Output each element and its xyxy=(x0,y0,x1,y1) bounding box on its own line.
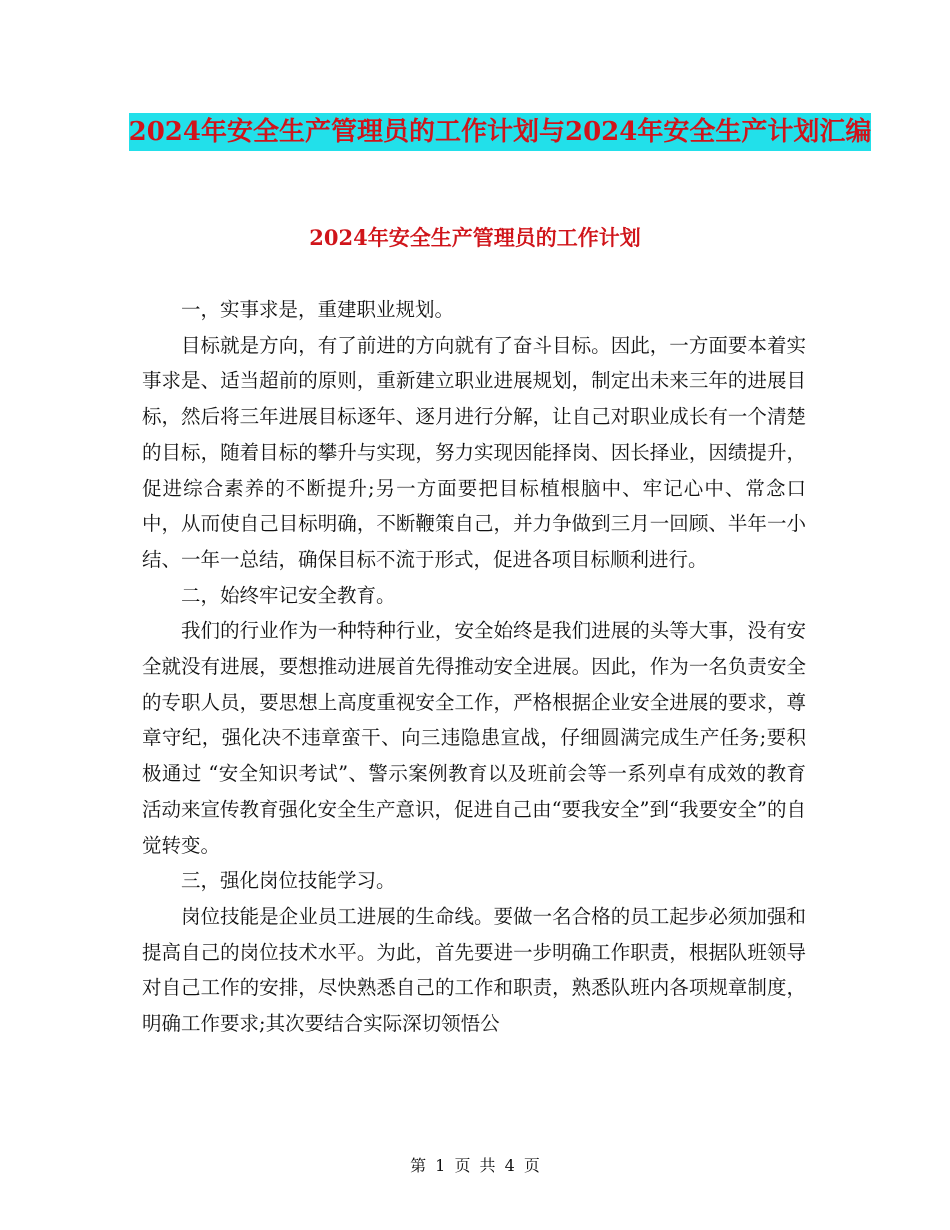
paragraph-heading-1: 一，实事求是，重建职业规划。 xyxy=(181,298,455,321)
paragraph: 我们的行业作为一种特种行业，安全始终是我们进展的头等大事，没有安全就没有进展，要想推动进展首先得推动安全进展。因此，作为一名负责安全的专职人员，要思想上高度重视安全工作，严格根据企业安全进展的要求，尊章守纪，强化决不违章蛮干、向三违隐患宣战，仔细圆满完成生产任务;要积极通过 “安全知识考试”、警示案例教育以及班前会等一系列卓有成效的教育活动来宣传教育强化安全生产意识，促进自己由“要我安全”到“我要安全”的自觉转变。 xyxy=(142,619,806,857)
document-title xyxy=(100,108,900,156)
paragraph-heading-3: 三，强化岗位技能学习。 xyxy=(181,869,396,893)
page-number-footer: 第 1 页 共 4 页 xyxy=(410,1156,540,1175)
document-title-text: 2024年安全生产管理员的工作计划与2024年安全生产计划汇编 xyxy=(129,113,872,151)
paragraph-heading-2: 二，始终牢记安全教育。 xyxy=(181,583,396,607)
paragraph: 目标就是方向，有了前进的方向就有了奋斗目标。因此，一方面要本着实事求是、适当超前的原则，重新建立职业进展规划，制定出未来三年的进展目标，然后将三年进展目标逐年、逐月进行分解，让自己对职业成长有一个清楚的目标，随着目标的攀升与实现，努力实现因能择岗、因长择业，因绩提升，促进综合素养的不断提升;另一方面要把目标植根脑中、牢记心中、常念口中，从而使自己目标明确，不断鞭策自己，并力争做到三月一回顾、半年一小结、一年一总结，确保目标不流于形式，促进各项目标顺利进行。 xyxy=(142,333,806,571)
paragraph: 岗位技能是企业员工进展的生命线。要做一名合格的员工起步必须加强和提高自己的岗位技术水平。为此，首先要进一步明确工作职责，根据队班领导对自己工作的安排，尽快熟悉自己的工作和职责，熟悉队班内各项规章制度，明确工作要求;其次要结合实际深切领悟公 xyxy=(142,904,806,1036)
section-title: 2024年安全生产管理员的工作计划 xyxy=(309,225,641,250)
document-body xyxy=(142,292,806,1042)
